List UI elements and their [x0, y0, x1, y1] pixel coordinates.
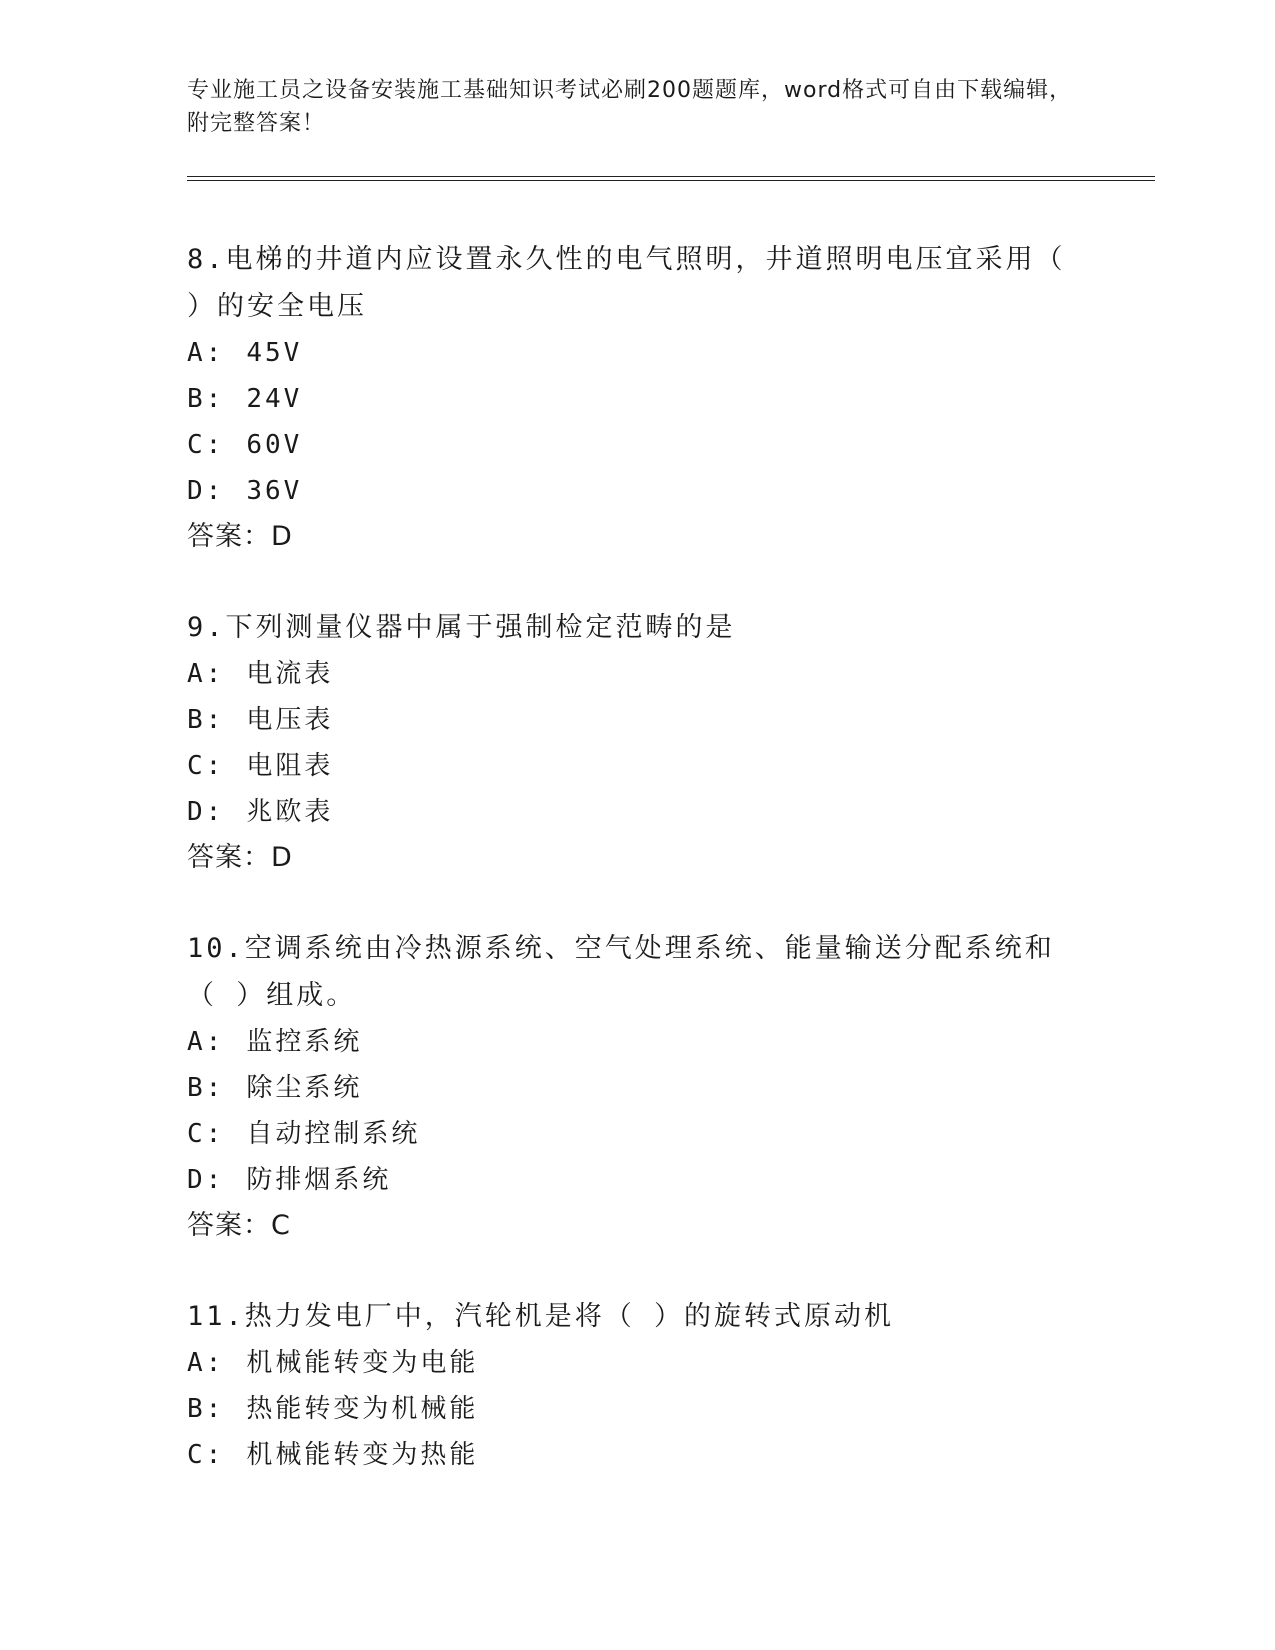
option-d — [187, 789, 1155, 835]
question-stem: 9.下列测量仪器中属于强制检定范畴的是 — [187, 612, 736, 643]
option-d — [187, 468, 1155, 514]
option-text: 监控系统 — [246, 1027, 363, 1057]
option-letter: C: — [187, 751, 225, 781]
option-text: 60V — [246, 430, 303, 460]
option-text: 自动控制系统 — [246, 1119, 421, 1149]
option-b — [187, 1065, 1155, 1111]
option-letter: A: — [187, 338, 225, 368]
option-letter: C: — [187, 430, 225, 460]
document-header-title: 专业施工员之设备安装施工基础知识考试必刷200题题库，word格式可自由下载编辑，附完整答案！ — [187, 78, 1073, 136]
option-c — [187, 1432, 1155, 1478]
question-item — [187, 604, 1155, 881]
header-double-rule — [187, 176, 1155, 181]
option-a — [187, 1340, 1155, 1386]
option-letter: B: — [187, 1073, 225, 1103]
option-letter: A: — [187, 659, 225, 689]
option-letter: C: — [187, 1119, 225, 1149]
question-item — [187, 236, 1155, 560]
option-text: 24V — [246, 384, 303, 414]
option-letter: A: — [187, 1027, 225, 1057]
option-letter: B: — [187, 705, 225, 735]
option-text: 机械能转变为电能 — [246, 1348, 479, 1378]
option-a — [187, 651, 1155, 697]
question-stem: 11.热力发电厂中，汽轮机是将（ ）的旋转式原动机 — [187, 1301, 895, 1332]
question-answer: 答案：D — [187, 521, 293, 552]
option-text: 除尘系统 — [246, 1073, 363, 1103]
option-letter: A: — [187, 1348, 225, 1378]
option-letter: B: — [187, 384, 225, 414]
option-letter: D: — [187, 476, 225, 506]
option-text: 防排烟系统 — [246, 1165, 392, 1195]
option-text: 兆欧表 — [246, 797, 334, 827]
question-stem: 10.空调系统由冷热源系统、空气处理系统、能量输送分配系统和（ ）组成。 — [187, 933, 1055, 1011]
option-letter: B: — [187, 1394, 225, 1424]
question-answer: 答案：D — [187, 842, 293, 873]
option-b — [187, 1386, 1155, 1432]
option-a — [187, 330, 1155, 376]
option-c — [187, 1111, 1155, 1157]
option-d — [187, 1157, 1155, 1203]
question-item — [187, 1293, 1155, 1478]
option-letter: C: — [187, 1440, 225, 1470]
option-text: 机械能转变为热能 — [246, 1440, 479, 1470]
option-a — [187, 1019, 1155, 1065]
option-text: 电压表 — [246, 705, 334, 735]
option-letter: D: — [187, 1165, 225, 1195]
option-text: 36V — [246, 476, 303, 506]
option-b — [187, 376, 1155, 422]
option-b — [187, 697, 1155, 743]
question-list — [187, 236, 1155, 1522]
question-stem: 8.电梯的井道内应设置永久性的电气照明，井道照明电压宜采用（ ）的安全电压 — [187, 244, 1066, 322]
option-letter: D: — [187, 797, 225, 827]
question-item — [187, 925, 1155, 1249]
question-answer: 答案：C — [187, 1210, 291, 1241]
option-text: 45V — [246, 338, 303, 368]
option-text: 电阻表 — [246, 751, 334, 781]
option-c — [187, 422, 1155, 468]
option-text: 电流表 — [246, 659, 334, 689]
option-text: 热能转变为机械能 — [246, 1394, 479, 1424]
option-c — [187, 743, 1155, 789]
